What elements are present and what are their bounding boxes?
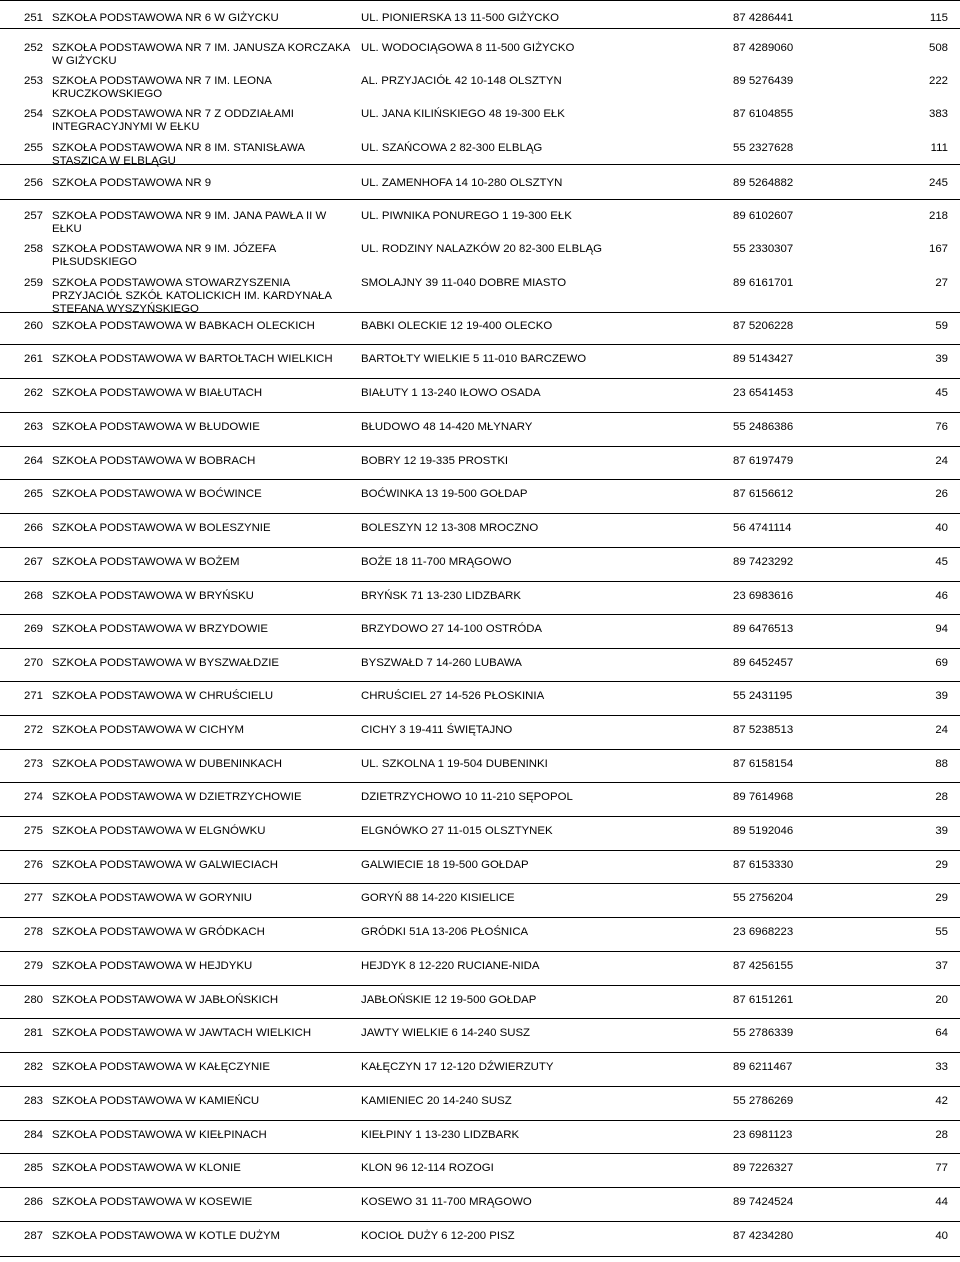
cell-name: SZKOŁA PODSTAWOWA W GORYNIU — [52, 892, 252, 904]
cell-name: SZKOŁA PODSTAWOWA W CICHYM — [52, 724, 244, 736]
cell-phone: 89 6102607 — [733, 210, 794, 222]
cell-no: 254 — [24, 108, 44, 120]
cell-count: 94 — [935, 623, 948, 635]
cell-address: GORYŃ 88 14-220 KISIELICE — [361, 892, 515, 904]
cell-address: BOLESZYN 12 13-308 MROCZNO — [361, 522, 539, 534]
cell-no: 265 — [24, 488, 44, 500]
cell-phone: 87 6197479 — [733, 455, 794, 467]
cell-address: CICHY 3 19-411 ŚWIĘTAJNO — [361, 724, 513, 736]
row-divider — [0, 1187, 960, 1188]
row-divider — [0, 1120, 960, 1121]
row-divider — [0, 378, 960, 379]
row-divider — [0, 28, 960, 29]
cell-no: 267 — [24, 556, 44, 568]
row-divider — [0, 883, 960, 884]
cell-name: SZKOŁA PODSTAWOWA NR 7 IM. JANUSZA KORCZAKA W GIŻYCKU — [52, 42, 350, 67]
cell-address: UL. SZAŃCOWA 2 82-300 ELBLĄG — [361, 142, 543, 154]
cell-name: SZKOŁA PODSTAWOWA NR 7 IM. LEONA KRUCZKOWSKIEGO — [52, 75, 272, 100]
cell-count: 40 — [935, 1230, 948, 1242]
cell-name: SZKOŁA PODSTAWOWA W KOSEWIE — [52, 1196, 253, 1208]
cell-phone: 89 6476513 — [733, 623, 794, 635]
row-divider — [0, 1086, 960, 1087]
cell-address: HEJDYK 8 12-220 RUCIANE-NIDA — [361, 960, 540, 972]
cell-phone: 89 7614968 — [733, 791, 794, 803]
cell-count: 167 — [928, 243, 948, 255]
cell-name: SZKOŁA PODSTAWOWA W KAMIEŃCU — [52, 1095, 260, 1107]
cell-name: SZKOŁA PODSTAWOWA W BARTOŁTACH WIELKICH — [52, 353, 333, 365]
cell-name: SZKOŁA PODSTAWOWA W BYSZWAŁDZIE — [52, 657, 279, 669]
cell-phone: 55 2431195 — [733, 690, 793, 702]
cell-phone: 87 4256155 — [733, 960, 794, 972]
row-divider — [0, 581, 960, 582]
cell-no: 280 — [24, 994, 44, 1006]
cell-phone: 23 6968223 — [733, 926, 794, 938]
cell-name: SZKOŁA PODSTAWOWA W BŁUDOWIE — [52, 421, 260, 433]
cell-phone: 23 6541453 — [733, 387, 794, 399]
cell-address: CHRUŚCIEL 27 14-526 PŁOSKINIA — [361, 690, 545, 702]
cell-count: 27 — [935, 277, 948, 289]
cell-count: 24 — [935, 455, 948, 467]
cell-count: 28 — [935, 1129, 948, 1141]
row-divider — [0, 816, 960, 817]
cell-address: KOSEWO 31 11-700 MRĄGOWO — [361, 1196, 532, 1208]
cell-address: ELGNÓWKO 27 11-015 OLSZTYNEK — [361, 825, 553, 837]
cell-count: 383 — [928, 108, 948, 120]
cell-address: UL. SZKOLNA 1 19-504 DUBENINKI — [361, 758, 548, 770]
cell-name: SZKOŁA PODSTAWOWA W CHRUŚCIELU — [52, 690, 274, 702]
cell-address: BOĆWINKA 13 19-500 GOŁDAP — [361, 488, 528, 500]
cell-no: 255 — [24, 142, 44, 154]
cell-no: 259 — [24, 277, 44, 289]
cell-phone: 87 6104855 — [733, 108, 794, 120]
row-divider — [0, 951, 960, 952]
cell-count: 508 — [928, 42, 948, 54]
cell-phone: 55 2786269 — [733, 1095, 794, 1107]
cell-count: 42 — [935, 1095, 948, 1107]
cell-count: 88 — [935, 758, 948, 770]
cell-name: SZKOŁA PODSTAWOWA W KOTLE DUŻYM — [52, 1230, 281, 1242]
cell-name: SZKOŁA PODSTAWOWA W BRZYDOWIE — [52, 623, 269, 635]
cell-count: 26 — [935, 488, 948, 500]
row-divider — [0, 782, 960, 783]
cell-no: 253 — [24, 75, 44, 87]
cell-count: 77 — [935, 1162, 948, 1174]
cell-count: 37 — [935, 960, 948, 972]
cell-no: 251 — [24, 12, 44, 24]
row-divider — [0, 513, 960, 514]
cell-count: 111 — [930, 142, 948, 154]
row-divider — [0, 985, 960, 986]
cell-no: 275 — [24, 825, 44, 837]
cell-no: 264 — [24, 455, 44, 467]
cell-address: BŁUDOWO 48 14-420 MŁYNARY — [361, 421, 533, 433]
cell-phone: 87 4234280 — [733, 1230, 794, 1242]
cell-no: 258 — [24, 243, 44, 255]
cell-address: GRÓDKI 51A 13-206 PŁOŚNICA — [361, 926, 529, 938]
cell-address: JABŁOŃSKIE 12 19-500 GOŁDAP — [361, 994, 537, 1006]
cell-address: UL. PIONIERSKA 13 11-500 GIŻYCKO — [361, 12, 559, 24]
cell-no: 284 — [24, 1129, 44, 1141]
cell-count: 76 — [935, 421, 948, 433]
cell-no: 278 — [24, 926, 44, 938]
cell-name: SZKOŁA PODSTAWOWA W HEJDYKU — [52, 960, 253, 972]
cell-count: 69 — [935, 657, 948, 669]
row-divider — [0, 446, 960, 447]
cell-count: 245 — [928, 177, 948, 189]
row-divider — [0, 312, 960, 313]
cell-address: BIAŁUTY 1 13-240 IŁOWO OSADA — [361, 387, 541, 399]
cell-name: SZKOŁA PODSTAWOWA NR 8 IM. STANISŁAWA STASZICA W ELBLĄGU — [52, 142, 305, 167]
cell-name: SZKOŁA PODSTAWOWA W BIAŁUTACH — [52, 387, 263, 399]
row-divider — [0, 1221, 960, 1222]
cell-name: SZKOŁA PODSTAWOWA W BOBRACH — [52, 455, 256, 467]
cell-phone: 23 6983616 — [733, 590, 794, 602]
table-top-border — [0, 0, 960, 1]
cell-no: 262 — [24, 387, 44, 399]
cell-address: BABKI OLECKIE 12 19-400 OLECKO — [361, 320, 553, 332]
cell-no: 281 — [24, 1027, 44, 1039]
cell-phone: 55 2486386 — [733, 421, 794, 433]
cell-phone: 56 4741114 — [733, 522, 792, 534]
cell-no: 268 — [24, 590, 44, 602]
cell-address: UL. RODZINY NALAZKÓW 20 82-300 ELBLĄG — [361, 243, 602, 255]
cell-address: GALWIECIE 18 19-500 GOŁDAP — [361, 859, 529, 871]
cell-phone: 87 6156612 — [733, 488, 794, 500]
cell-no: 273 — [24, 758, 44, 770]
row-divider — [0, 164, 960, 165]
cell-count: 39 — [935, 690, 948, 702]
cell-count: 29 — [935, 892, 948, 904]
cell-name: SZKOŁA PODSTAWOWA W BOĆWINCE — [52, 488, 262, 500]
cell-count: 59 — [935, 320, 948, 332]
cell-no: 286 — [24, 1196, 44, 1208]
cell-address: UL. PIWNIKA PONUREGO 1 19-300 EŁK — [361, 210, 572, 222]
row-divider — [0, 1052, 960, 1053]
cell-phone: 87 4286441 — [733, 12, 794, 24]
row-divider — [0, 412, 960, 413]
cell-no: 285 — [24, 1162, 44, 1174]
cell-phone: 89 5264882 — [733, 177, 794, 189]
cell-count: 33 — [935, 1061, 948, 1073]
cell-count: 55 — [935, 926, 948, 938]
cell-no: 260 — [24, 320, 44, 332]
cell-address: SMOLAJNY 39 11-040 DOBRE MIASTO — [361, 277, 567, 289]
cell-phone: 89 5143427 — [733, 353, 794, 365]
cell-name: SZKOŁA PODSTAWOWA NR 9 — [52, 177, 212, 189]
row-divider — [0, 917, 960, 918]
cell-count: 64 — [935, 1027, 948, 1039]
cell-no: 282 — [24, 1061, 44, 1073]
cell-name: SZKOŁA PODSTAWOWA W BOŻEM — [52, 556, 240, 568]
cell-name: SZKOŁA PODSTAWOWA NR 7 Z ODDZIAŁAMI INTEGRACYJNYMI W EŁKU — [52, 108, 294, 133]
cell-phone: 23 6981123 — [733, 1129, 793, 1141]
cell-no: 261 — [24, 353, 44, 365]
cell-count: 24 — [935, 724, 948, 736]
cell-address: BYSZWAŁD 7 14-260 LUBAWA — [361, 657, 522, 669]
row-divider — [0, 1153, 960, 1154]
row-divider — [0, 749, 960, 750]
cell-name: SZKOŁA PODSTAWOWA W BRYŃSKU — [52, 590, 254, 602]
row-divider — [0, 850, 960, 851]
cell-address: UL. JANA KILIŃSKIEGO 48 19-300 EŁK — [361, 108, 565, 120]
cell-phone: 87 6151261 — [733, 994, 794, 1006]
cell-address: UL. ZAMENHOFA 14 10-280 OLSZTYN — [361, 177, 563, 189]
cell-name: SZKOŁA PODSTAWOWA NR 9 IM. JANA PAWŁA II W EŁKU — [52, 210, 327, 235]
row-divider — [0, 344, 960, 345]
cell-name: SZKOŁA PODSTAWOWA W DZIETRZYCHOWIE — [52, 791, 302, 803]
cell-no: 263 — [24, 421, 44, 433]
cell-phone: 89 5276439 — [733, 75, 794, 87]
cell-no: 277 — [24, 892, 44, 904]
cell-phone: 89 7423292 — [733, 556, 794, 568]
cell-name: SZKOŁA PODSTAWOWA W KIEŁPINACH — [52, 1129, 267, 1141]
cell-address: JAWTY WIELKIE 6 14-240 SUSZ — [361, 1027, 531, 1039]
row-divider — [0, 648, 960, 649]
cell-no: 256 — [24, 177, 44, 189]
cell-name: SZKOŁA PODSTAWOWA W DUBENINKACH — [52, 758, 282, 770]
cell-phone: 89 7424524 — [733, 1196, 794, 1208]
cell-phone: 89 6452457 — [733, 657, 794, 669]
cell-no: 274 — [24, 791, 44, 803]
cell-no: 276 — [24, 859, 44, 871]
cell-address: BARTOŁTY WIELKIE 5 11-010 BARCZEWO — [361, 353, 587, 365]
cell-no: 266 — [24, 522, 44, 534]
cell-name: SZKOŁA PODSTAWOWA W GALWIECIACH — [52, 859, 278, 871]
cell-phone: 87 5238513 — [733, 724, 794, 736]
cell-count: 39 — [935, 353, 948, 365]
cell-name: SZKOŁA PODSTAWOWA NR 6 W GIŻYCKU — [52, 12, 279, 24]
cell-address: DZIETRZYCHOWO 10 11-210 SĘPOPOL — [361, 791, 573, 803]
cell-name: SZKOŁA PODSTAWOWA W GRÓDKACH — [52, 926, 265, 938]
cell-count: 45 — [935, 556, 948, 568]
cell-phone: 55 2327628 — [733, 142, 794, 154]
cell-address: BRYŃSK 71 13-230 LIDZBARK — [361, 590, 521, 602]
cell-name: SZKOŁA PODSTAWOWA W BOLESZYNIE — [52, 522, 271, 534]
cell-count: 20 — [935, 994, 948, 1006]
cell-count: 115 — [929, 12, 948, 24]
cell-name: SZKOŁA PODSTAWOWA W ELGNÓWKU — [52, 825, 266, 837]
cell-address: KIEŁPINY 1 13-230 LIDZBARK — [361, 1129, 520, 1141]
cell-phone: 87 5206228 — [733, 320, 794, 332]
cell-name: SZKOŁA PODSTAWOWA W JAWTACH WIELKICH — [52, 1027, 312, 1039]
cell-no: 272 — [24, 724, 44, 736]
cell-address: KAMIENIEC 20 14-240 SUSZ — [361, 1095, 512, 1107]
cell-address: BOBRY 12 19-335 PROSTKI — [361, 455, 509, 467]
cell-count: 222 — [928, 75, 948, 87]
cell-no: 257 — [24, 210, 44, 222]
cell-no: 287 — [24, 1230, 44, 1242]
cell-no: 271 — [24, 690, 44, 702]
cell-count: 39 — [935, 825, 948, 837]
cell-phone: 55 2786339 — [733, 1027, 794, 1039]
row-divider — [0, 1018, 960, 1019]
row-divider — [0, 715, 960, 716]
cell-count: 45 — [935, 387, 948, 399]
row-divider — [0, 681, 960, 682]
cell-phone: 55 2330307 — [733, 243, 794, 255]
cell-phone: 89 5192046 — [733, 825, 794, 837]
cell-address: KLON 96 12-114 ROZOGI — [361, 1162, 494, 1174]
cell-no: 283 — [24, 1095, 44, 1107]
cell-name: SZKOŁA PODSTAWOWA W BABKACH OLECKICH — [52, 320, 315, 332]
cell-no: 252 — [24, 42, 44, 54]
cell-phone: 89 6211467 — [733, 1061, 793, 1073]
row-divider — [0, 547, 960, 548]
cell-no: 279 — [24, 960, 44, 972]
cell-name: SZKOŁA PODSTAWOWA NR 9 IM. JÓZEFA PIŁSUDSKIEGO — [52, 243, 276, 268]
cell-count: 29 — [935, 859, 948, 871]
cell-name: SZKOŁA PODSTAWOWA W KLONIE — [52, 1162, 241, 1174]
cell-count: 40 — [935, 522, 948, 534]
cell-address: UL. WODOCIĄGOWA 8 11-500 GIŻYCKO — [361, 42, 575, 54]
cell-no: 269 — [24, 623, 44, 635]
cell-name: SZKOŁA PODSTAWOWA W KAŁĘCZYNIE — [52, 1061, 270, 1073]
cell-count: 46 — [935, 590, 948, 602]
cell-phone: 87 6153330 — [733, 859, 794, 871]
row-divider — [0, 479, 960, 480]
cell-count: 44 — [935, 1196, 948, 1208]
cell-address: BOŻE 18 11-700 MRĄGOWO — [361, 556, 512, 568]
cell-phone: 89 7226327 — [733, 1162, 794, 1174]
cell-no: 270 — [24, 657, 44, 669]
row-divider — [0, 614, 960, 615]
cell-address: KOCIOŁ DUŻY 6 12-200 PISZ — [361, 1230, 515, 1242]
cell-phone: 87 4289060 — [733, 42, 794, 54]
cell-address: KAŁĘCZYN 17 12-120 DŹWIERZUTY — [361, 1061, 554, 1073]
row-divider — [0, 1256, 960, 1257]
row-divider — [0, 199, 960, 200]
cell-count: 28 — [935, 791, 948, 803]
cell-name: SZKOŁA PODSTAWOWA STOWARZYSZENIA PRZYJACIÓŁ SZKÓŁ KATOLICKICH IM. KARDYNAŁA STEFANA WYSZYŃSKIEGO — [52, 277, 332, 315]
cell-phone: 55 2756204 — [733, 892, 794, 904]
cell-phone: 89 6161701 — [733, 277, 794, 289]
cell-name: SZKOŁA PODSTAWOWA W JABŁOŃSKICH — [52, 994, 279, 1006]
cell-address: BRZYDOWO 27 14-100 OSTRÓDA — [361, 623, 543, 635]
cell-address: AL. PRZYJACIÓŁ 42 10-148 OLSZTYN — [361, 75, 562, 87]
cell-phone: 87 6158154 — [733, 758, 794, 770]
cell-count: 218 — [928, 210, 948, 222]
